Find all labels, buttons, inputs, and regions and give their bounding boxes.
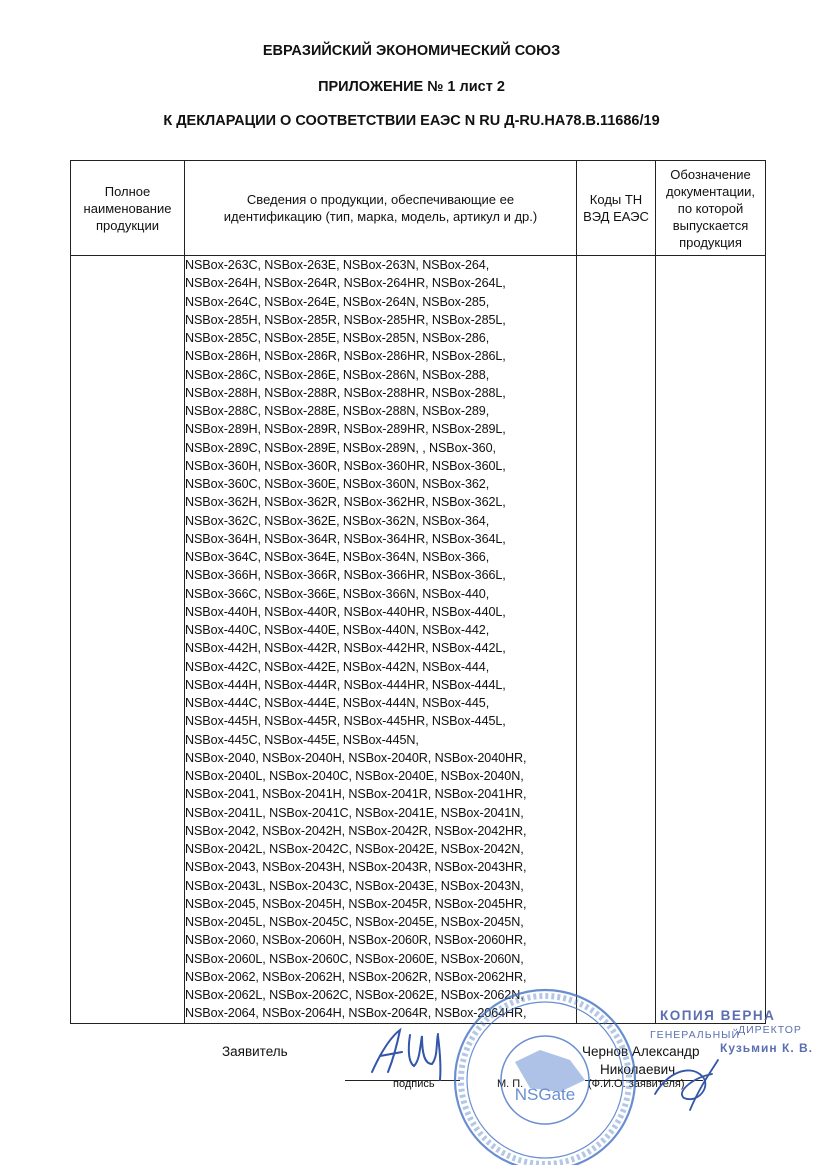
header-declaration: К ДЕКЛАРАЦИИ О СООТВЕТСТВИИ ЕАЭС N RU Д-RU.НА78.В.11686/19 bbox=[163, 113, 660, 129]
copy-verified-stamp bbox=[650, 1008, 813, 1055]
applicant-name-line1: Чернов Александр bbox=[582, 1044, 700, 1059]
product-line: NSBox-263C, NSBox-263E, NSBox-263N, NSBox-264, bbox=[185, 258, 490, 272]
product-line: NSBox-444C, NSBox-444E, NSBox-444N, NSBox-445, bbox=[185, 696, 490, 710]
header-line: по которой bbox=[677, 200, 744, 216]
header-line: Сведения о продукции, обеспечивающие ее bbox=[246, 192, 515, 207]
product-line: NSBox-440C, NSBox-440E, NSBox-440N, NSBox-442, bbox=[185, 623, 490, 637]
header-line: продукции bbox=[96, 217, 159, 233]
header-union: ЕВРАЗИЙСКИЙ ЭКОНОМИЧЕСКИЙ СОЮЗ bbox=[262, 43, 561, 59]
header-line: ВЭД ЕАЭС bbox=[583, 209, 649, 224]
product-line: NSBox-2060L, NSBox-2060C, NSBox-2060E, NSBox-2060N, bbox=[185, 951, 524, 966]
product-line: NSBox-440H, NSBox-440R, NSBox-440HR, NSBox-440L, bbox=[185, 604, 506, 619]
product-line: NSBox-445H, NSBox-445R, NSBox-445HR, NSBox-445L, bbox=[185, 714, 506, 729]
header-line: идентификацию (тип, марка, модель, артикул и др.) bbox=[223, 209, 538, 224]
product-line: NSBox-2040L, NSBox-2040C, NSBox-2040E, NSBox-2040N, bbox=[185, 769, 524, 783]
header-line: наименование bbox=[83, 200, 172, 216]
product-line: NSBox-289H, NSBox-289R, NSBox-289HR, NSBox-289L, bbox=[185, 422, 506, 437]
product-line: NSBox-360H, NSBox-360R, NSBox-360HR, NSBox-360L, bbox=[185, 458, 506, 473]
caption-stamp: М. П. bbox=[497, 1078, 524, 1090]
applicant-signature-icon bbox=[372, 1030, 440, 1080]
product-line: NSBox-285C, NSBox-285E, NSBox-285N, NSBox-286, bbox=[185, 331, 490, 345]
product-line: NSBox-366C, NSBox-366E, NSBox-366N, NSBox-440, bbox=[185, 586, 490, 601]
product-line: NSBox-285H, NSBox-285R, NSBox-285HR, NSBox-285L, bbox=[185, 312, 506, 327]
product-line: NSBox-2062L, NSBox-2062C, NSBox-2062E, NSBox-2062N, bbox=[185, 988, 524, 1002]
header-line: Коды ТН bbox=[589, 192, 643, 207]
copy-stamp-position2: ДИРЕКТОР bbox=[738, 1024, 802, 1036]
product-line: NSBox-289C, NSBox-289E, NSBox-289N, , NSBox-360, bbox=[185, 440, 496, 455]
product-line: NSBox-288H, NSBox-288R, NSBox-288HR, NSBox-288L, bbox=[185, 385, 506, 400]
copy-stamp-position: ГЕНЕРАЛЬНЫЙ bbox=[650, 1029, 741, 1041]
header-line: выпускается bbox=[672, 217, 749, 233]
product-line: NSBox-364H, NSBox-364R, NSBox-364HR, NSBox-364L, bbox=[185, 531, 506, 546]
product-line: NSBox-364C, NSBox-364E, NSBox-364N, NSBox-366, bbox=[185, 550, 490, 564]
product-line: NSBox-2041, NSBox-2041H, NSBox-2041R, NSBox-2041HR, bbox=[185, 787, 527, 802]
product-line: NSBox-264C, NSBox-264E, NSBox-264N, NSBox-285, bbox=[185, 294, 490, 309]
product-line: NSBox-2040, NSBox-2040H, NSBox-2040R, NSBox-2040HR, bbox=[185, 750, 527, 765]
copy-stamp-name: Кузьмин К. В. bbox=[720, 1041, 814, 1055]
copy-stamp-line1: КОПИЯ ВЕРНА bbox=[660, 1008, 776, 1023]
product-line: NSBox-2062, NSBox-2062H, NSBox-2062R, NSBox-2062HR, bbox=[185, 969, 527, 984]
product-line: NSBox-442H, NSBox-442R, NSBox-442HR, NSBox-442L, bbox=[185, 641, 506, 656]
header-line: Полное bbox=[104, 183, 151, 199]
product-line: NSBox-2064, NSBox-2064H, NSBox-2064R, NSBox-2064HR, bbox=[185, 1006, 527, 1021]
product-line: NSBox-2045, NSBox-2045H, NSBox-2045R, NSBox-2045HR, bbox=[185, 896, 527, 911]
product-line: NSBox-362C, NSBox-362E, NSBox-362N, NSBox-364, bbox=[185, 513, 490, 528]
product-line: NSBox-2042, NSBox-2042H, NSBox-2042R, NSBox-2042HR, bbox=[185, 823, 527, 838]
header-line: Обозначение bbox=[670, 166, 751, 182]
product-line: NSBox-444H, NSBox-444R, NSBox-444HR, NSBox-444L, bbox=[185, 677, 506, 692]
product-line: NSBox-2043L, NSBox-2043C, NSBox-2043E, NSBox-2043N, bbox=[185, 878, 524, 893]
round-stamp bbox=[455, 990, 635, 1165]
caption-name: (Ф.И.О. заявителя) bbox=[588, 1078, 685, 1090]
header-appendix: ПРИЛОЖЕНИЕ № 1 лист 2 bbox=[318, 79, 505, 95]
caption-signature: подпись bbox=[393, 1078, 435, 1090]
director-signature-icon bbox=[655, 1060, 718, 1110]
product-line: NSBox-264H, NSBox-264R, NSBox-264HR, NSBox-264L, bbox=[185, 276, 506, 291]
product-line: NSBox-2041L, NSBox-2041C, NSBox-2041E, NSBox-2041N, bbox=[185, 805, 524, 820]
product-line: NSBox-286C, NSBox-286E, NSBox-286N, NSBox-288, bbox=[185, 367, 490, 382]
product-line: NSBox-442C, NSBox-442E, NSBox-442N, NSBox-444, bbox=[185, 659, 490, 674]
applicant-label: Заявитель bbox=[222, 1044, 288, 1059]
product-line: NSBox-2042L, NSBox-2042C, NSBox-2042E, NSBox-2042N, bbox=[185, 842, 524, 856]
applicant-name-line2: Николаевич bbox=[600, 1062, 676, 1077]
product-line: NSBox-366H, NSBox-366R, NSBox-366HR, NSBox-366L, bbox=[185, 568, 506, 583]
product-line: NSBox-445C, NSBox-445E, NSBox-445N, bbox=[185, 732, 419, 747]
product-line: NSBox-288C, NSBox-288E, NSBox-288N, NSBox-289, bbox=[185, 404, 490, 418]
product-line: NSBox-286H, NSBox-286R, NSBox-286HR, NSBox-286L, bbox=[185, 349, 506, 364]
product-line: NSBox-362H, NSBox-362R, NSBox-362HR, NSBox-362L, bbox=[185, 495, 506, 510]
product-line: NSBox-2060, NSBox-2060H, NSBox-2060R, NSBox-2060HR, bbox=[185, 933, 527, 948]
header-line: продукция bbox=[679, 234, 742, 250]
product-line: NSBox-2045L, NSBox-2045C, NSBox-2045E, NSBox-2045N, bbox=[185, 915, 524, 929]
stamp-center-text: NSGate bbox=[514, 1085, 576, 1104]
header-line: документации, bbox=[666, 183, 755, 199]
product-line: NSBox-360C, NSBox-360E, NSBox-360N, NSBox-362, bbox=[185, 477, 490, 491]
product-line: NSBox-2043, NSBox-2043H, NSBox-2043R, NSBox-2043HR, bbox=[185, 860, 527, 875]
